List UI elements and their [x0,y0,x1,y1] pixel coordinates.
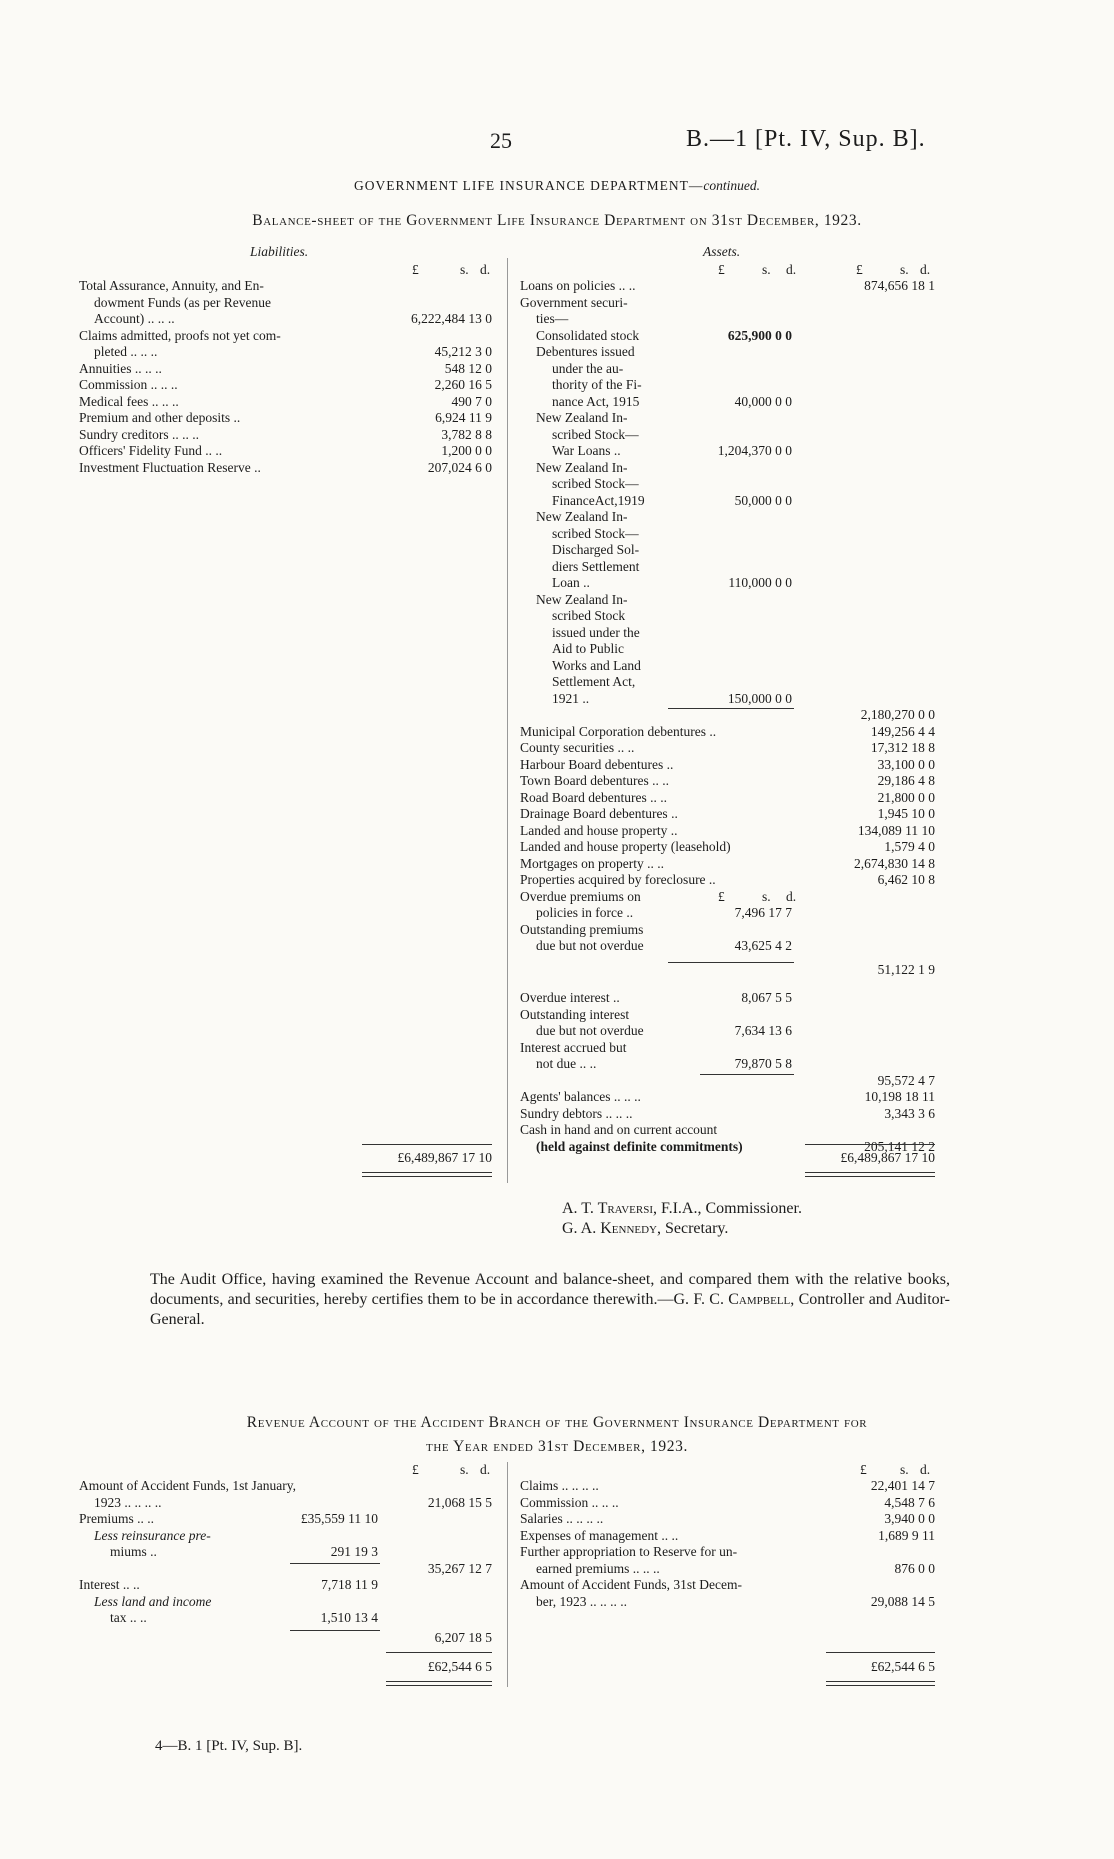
asset-amount: 95,572 4 7 [877,1072,935,1088]
asset-line: ties— [536,311,569,326]
asset-line: Outstanding premiums [520,921,644,937]
asset-sub-amount: 1,204,370 0 0 [717,443,792,458]
asset-line: due but not overdue [536,938,644,953]
asset-line: Agents' balances .. .. .. [520,1089,641,1104]
rev-left-sub-amount: 7,718 11 9 [321,1577,378,1592]
interest-rule [700,1074,794,1075]
asset-line: Loan .. [552,575,590,590]
asset-line: Municipal Corporation debentures .. [520,723,717,739]
assets-heading: Assets. [703,244,741,259]
liab-line: Total Assurance, Annuity, and En- [79,278,264,293]
rev-right-line: Commission .. .. .. [520,1494,619,1510]
rev-interest-rule [290,1630,380,1631]
asset-amount: 2,674,830 14 8 [854,855,935,871]
asset-line: Properties acquired by foreclosure .. [520,872,716,887]
liab-line: Annuities .. .. .. [79,360,162,376]
assets-pence-head: d. [920,262,931,277]
rev-right-line: Amount of Accident Funds, 31st Decem- [520,1577,742,1592]
footer-signature-mark: 4—B. 1 [Pt. IV, Sup. B]. [155,1738,303,1754]
asset-line: under the au- [552,360,624,376]
rev-right-amount: 29,088 14 5 [870,1593,935,1609]
asset-amount: 10,198 18 11 [864,1089,935,1104]
asset-line: War Loans .. [552,443,621,458]
rev-right-total: £62,544 6 5 [870,1659,935,1674]
rev-left-line: Less land and income [94,1593,212,1609]
liab-amount: 2,260 16 5 [434,377,492,392]
asset-amount: 1,579 4 0 [884,839,935,854]
rev-left-amount: 35,267 12 7 [427,1560,492,1576]
asset-sub-amount: 43,625 4 2 [734,938,792,953]
department-continued: continued. [703,178,760,193]
assets-pounds-head: £ [856,262,863,277]
liab-line: Commission .. .. .. [79,377,178,392]
assets-sub-shillings-head: s. [762,262,771,277]
liabilities-total: £6,489,867 17 10 [397,1150,492,1165]
liab-pence-head: d. [480,262,491,277]
document-reference: B.—1 [Pt. IV, Sup. B]. [686,126,926,152]
rev-right-amount: 876 0 0 [894,1560,935,1576]
asset-amount: 205,141 12 2 [864,1138,935,1154]
rev-left-line: Premiums .. .. [79,1511,155,1526]
asset-line: Cash in hand and on current account [520,1122,718,1137]
rev-left-line: miums .. [110,1544,157,1559]
liab-amount: 6,924 11 9 [435,410,492,425]
asset-line: Landed and house property .. [520,822,678,838]
liab-line: Investment Fluctuation Reserve .. [79,459,261,475]
asset-line: Interest accrued but [520,1039,627,1055]
asset-amount: 149,256 4 4 [870,723,935,739]
signature-secretary [562,1220,728,1238]
asset-amount: 21,800 0 0 [877,789,935,805]
asset-sub-amount: 79,870 5 8 [734,1056,792,1071]
liab-amount: 45,212 3 0 [434,344,492,359]
asset-line: Discharged Sol- [552,542,640,557]
asset-amount: 6,462 10 8 [877,872,935,887]
asset-sub-amount: 40,000 0 0 [734,393,792,409]
liab-amount: 1,200 0 0 [441,443,492,458]
signature-commissioner [562,1200,802,1218]
rev-left-total-double-rule [386,1681,492,1686]
rev-left-sub-amount: 1,510 13 4 [320,1610,378,1625]
rev-left-shillings-head: s. [460,1462,469,1477]
rev-right-line: Claims .. .. .. .. [520,1478,599,1493]
rev-right-amount: 3,940 0 0 [884,1511,935,1526]
asset-line: issued under the [552,624,640,640]
rev-left-line: 1923 .. .. .. .. [94,1494,162,1510]
rev-right-amount: 4,548 7 6 [884,1494,935,1510]
asset-sub-amount: 7,496 17 7 [734,905,792,920]
revenue-title-line2: the Year ended 31st December, 1923. [426,1438,688,1455]
rev-right-amount: 1,689 9 11 [878,1527,935,1543]
rev-premiums-rule [290,1563,380,1564]
rev-right-pence-head: d. [920,1462,931,1477]
asset-line: New Zealand In- [536,509,628,524]
asset-line: County securities .. .. [520,740,635,755]
asset-line: diers Settlement [552,558,640,574]
asset-amount: 134,089 11 10 [857,822,935,838]
rev-left-amount: 21,068 15 5 [427,1494,492,1510]
liab-line: Account) .. .. .. [94,311,175,326]
asset-amount: 33,100 0 0 [877,756,935,772]
liab-amount: 6,222,484 13 0 [411,311,492,326]
asset-line: New Zealand In- [536,591,628,607]
rev-left-total-rule [386,1652,492,1653]
asset-line: scribed Stock— [552,525,639,541]
liab-line: Medical fees .. .. .. [79,393,179,409]
rev-left-total: £62,544 6 5 [427,1659,492,1674]
liabilities-heading: Liabilities. [250,244,309,259]
balance-sheet-title: Balance-sheet of the Government Life Insurance Department on 31st December, 1923. [252,212,862,229]
rev-left-sub-amount: £35,559 11 10 [300,1511,378,1526]
balance-sheet-divider [507,258,508,1183]
page-number: 25 [490,128,512,153]
asset-line: Loans on policies .. .. [520,278,636,293]
asset-line: due but not overdue [536,1023,644,1038]
liab-total-double-rule [362,1172,492,1177]
asset-line: Aid to Public [552,641,625,656]
liab-line: pleted .. .. .. [94,344,158,359]
assets-sub-pence-head: d. [786,262,797,277]
asset-sub-amount: 625,900 0 0 [727,327,792,343]
asset-total-double-rule [805,1172,935,1177]
revenue-title-line1: Revenue Account of the Accident Branch of the Government Insurance Department for [246,1414,868,1431]
commissioner-title: , F.I.A., Commissioner. [652,1200,802,1217]
department-name: GOVERNMENT LIFE INSURANCE DEPARTMENT— [354,178,704,193]
assets-total: £6,489,867 17 10 [840,1150,935,1165]
rev-left-sub-amount: 291 19 3 [330,1544,378,1559]
rev-right-line: earned premiums .. .. .. [536,1560,660,1576]
rev-right-pounds-head: £ [860,1462,867,1477]
rev-right-amount: 22,401 14 7 [870,1478,935,1493]
asset-line: Town Board debentures .. .. [520,773,670,788]
asset-line: Overdue premiums on [520,888,641,904]
audit-certificate [150,1270,950,1330]
rev-left-line: Interest .. .. [79,1577,140,1592]
asset-line: FinanceAct,1919 [552,492,645,508]
rev-left-amount: 6,207 18 5 [434,1630,492,1645]
asset-amount: 874,656 18 1 [864,278,935,293]
rev-right-line: ber, 1923 .. .. .. .. [536,1593,627,1609]
asset-line: Government securi- [520,294,628,310]
rev-right-shillings-head: s. [900,1462,909,1477]
secretary-name: G. A. Kennedy [562,1220,657,1237]
assets-sub-pounds-head: £ [718,262,725,277]
asset-line: Harbour Board debentures .. [520,756,674,772]
department-line [0,178,1114,194]
asset-amount: 2,180,270 0 0 [860,707,935,722]
liab-line: Sundry creditors .. .. .. [79,426,199,442]
asset-amount: 1,945 10 0 [877,806,935,821]
asset-line: New Zealand In- [536,410,628,425]
asset-line: (held against definite commitments) [536,1138,743,1154]
liab-amount: 3,782 8 8 [441,426,492,442]
rev-right-line: Expenses of management .. .. [520,1527,679,1543]
asset-amount: 3,343 3 6 [884,1105,935,1121]
assets-shillings-head: s. [900,262,909,277]
rev-right-total-rule [826,1652,935,1653]
commissioner-name: A. T. Traversi [562,1200,653,1217]
asset-line: New Zealand In- [536,459,628,475]
secretary-title: , Secretary. [657,1220,729,1237]
asset-line: Drainage Board debentures .. [520,806,678,821]
liab-total-rule [362,1144,492,1145]
asset-line: Landed and house property (leasehold) [520,839,731,854]
liab-pounds-head: £ [412,262,419,277]
liab-line: dowment Funds (as per Revenue [94,294,271,310]
liab-amount: 207,024 6 0 [427,459,492,475]
asset-line: Outstanding interest [520,1006,630,1022]
asset-line: thority of the Fi- [552,377,642,392]
asset-line: scribed Stock— [552,426,639,442]
liab-amount: 548 12 0 [444,360,492,376]
gov-securities-rule [668,708,794,709]
asset-sub-amount: 7,634 13 6 [734,1023,792,1038]
auditor-name: G. F. C. Campbell [673,1291,791,1308]
prem-pence-head: d. [786,888,797,904]
rev-left-line: tax .. .. [110,1610,147,1625]
asset-line: Consolidated stock [536,327,640,343]
asset-line: scribed Stock— [552,476,639,491]
rev-left-pounds-head: £ [412,1462,419,1477]
asset-amount: 17,312 18 8 [870,740,935,755]
asset-sub-amount: 8,067 5 5 [741,990,792,1005]
liab-shillings-head: s. [460,262,469,277]
rev-right-line: Salaries .. .. .. .. [520,1511,604,1526]
liab-amount: 490 7 0 [451,393,492,409]
liab-line: Claims admitted, proofs not yet com- [79,327,281,343]
rev-left-line: Amount of Accident Funds, 1st January, [79,1478,296,1493]
liab-line: Officers' Fidelity Fund .. .. [79,443,223,458]
asset-amount: 29,186 4 8 [877,773,935,788]
asset-line: Settlement Act, [552,674,636,689]
rev-right-total-double-rule [826,1681,935,1686]
rev-left-pence-head: d. [480,1462,491,1477]
prem-pounds-head: £ [718,888,725,904]
asset-line: policies in force .. [536,905,634,920]
premiums-rule [668,962,794,963]
asset-line: scribed Stock [552,608,626,623]
asset-line: Sundry debtors .. .. .. [520,1105,633,1121]
audit-text: The Audit Office, having examined the Revenue Account and balance-sheet, and compared them with the relative books, documents, and securities, hereby certifies them to be in accordance therewith.— [150,1271,950,1308]
asset-line: nance Act, 1915 [552,393,640,409]
asset-line: not due .. .. [536,1056,597,1071]
asset-amount: 51,122 1 9 [877,962,935,977]
asset-total-rule [805,1144,935,1145]
asset-line: Road Board debentures .. .. [520,789,667,805]
asset-sub-amount: 50,000 0 0 [734,492,792,508]
asset-line: 1921 .. [552,690,590,706]
rev-left-line: Less reinsurance pre- [94,1527,211,1543]
revenue-account-title [0,1411,1114,1459]
asset-line: Debentures issued [536,344,635,359]
prem-shillings-head: s. [762,888,771,904]
asset-line: Works and Land [552,657,641,673]
asset-sub-amount: 110,000 0 0 [728,575,792,590]
liab-line: Premium and other deposits .. [79,410,241,425]
revenue-divider [507,1462,508,1687]
asset-line: Overdue interest .. [520,990,620,1005]
asset-sub-amount: 150,000 0 0 [727,690,792,706]
asset-line: Mortgages on property .. .. [520,855,664,871]
auditor-title: , Controller and Auditor-General. [150,1291,951,1328]
rev-right-line: Further appropriation to Reserve for un- [520,1544,738,1559]
